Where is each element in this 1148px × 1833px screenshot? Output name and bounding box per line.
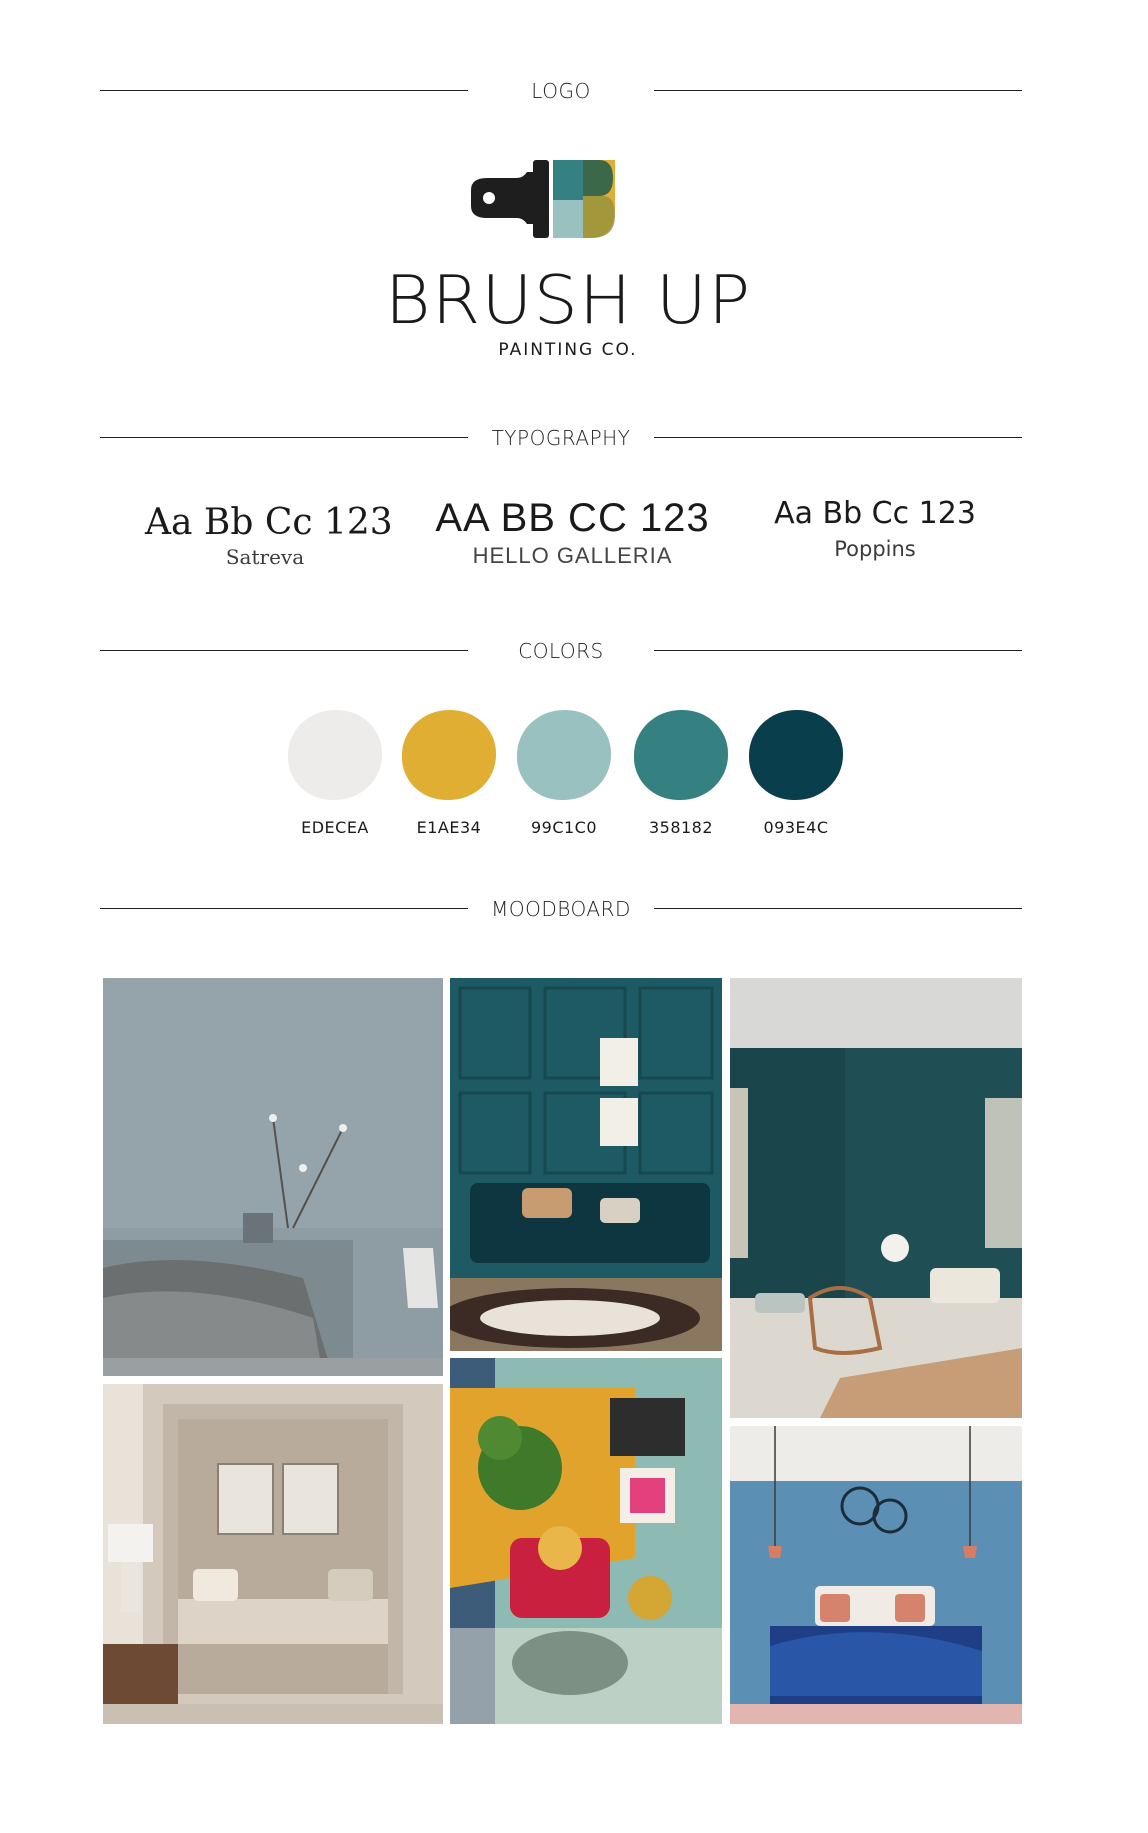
color-swatch	[517, 710, 611, 800]
moodboard-photo-dark-teal-room	[730, 978, 1022, 1418]
paintbrush-logo-icon	[465, 150, 665, 246]
section-header-typography	[100, 417, 1022, 457]
section-title: TYPOGRAPHY	[491, 426, 631, 450]
color-swatch	[402, 710, 496, 800]
font-name: HELLO GALLERIA	[472, 543, 673, 568]
typography-sample-3	[760, 496, 990, 561]
color-swatch	[749, 710, 843, 800]
font-name: Poppins	[834, 537, 916, 561]
color-swatch	[634, 710, 728, 800]
section-header-colors	[100, 630, 1022, 670]
divider	[654, 908, 1022, 909]
moodboard-photo-mustard-corner	[450, 1358, 722, 1724]
font-name: Satreva	[225, 545, 305, 569]
section-title: MOODBOARD	[491, 897, 631, 921]
divider	[654, 90, 1022, 91]
divider	[654, 650, 1022, 651]
section-title: LOGO	[531, 79, 591, 103]
type-specimen: AA BB CC 123	[435, 496, 710, 540]
typography-sample-2	[435, 496, 710, 569]
color-hex-label: E1AE34	[416, 818, 482, 837]
moodboard-photo-teal-living-room	[450, 978, 722, 1351]
type-specimen: Aa Bb Cc 123	[774, 496, 976, 531]
moodboard-photo-blue-bedroom	[730, 1426, 1022, 1724]
divider	[654, 437, 1022, 438]
color-hex-label: 358182	[648, 818, 714, 837]
typography-sample-1	[145, 502, 393, 569]
section-title: COLORS	[518, 639, 604, 663]
type-specimen: Aa Bb Cc 123	[145, 502, 393, 543]
moodboard-photo-grey-bedroom	[103, 978, 443, 1376]
logo-wordmark: BRUSH UP	[384, 261, 752, 339]
color-hex-label: 99C1C0	[530, 818, 598, 837]
section-header-moodboard	[100, 888, 1022, 928]
logo-subtitle: PAINTING CO.	[498, 340, 638, 360]
color-hex-label: EDECEA	[301, 818, 369, 837]
moodboard-photo-beige-alcove	[103, 1384, 443, 1724]
color-hex-label: 093E4C	[763, 818, 829, 837]
section-header-logo	[100, 70, 1022, 110]
color-swatch	[288, 710, 382, 800]
